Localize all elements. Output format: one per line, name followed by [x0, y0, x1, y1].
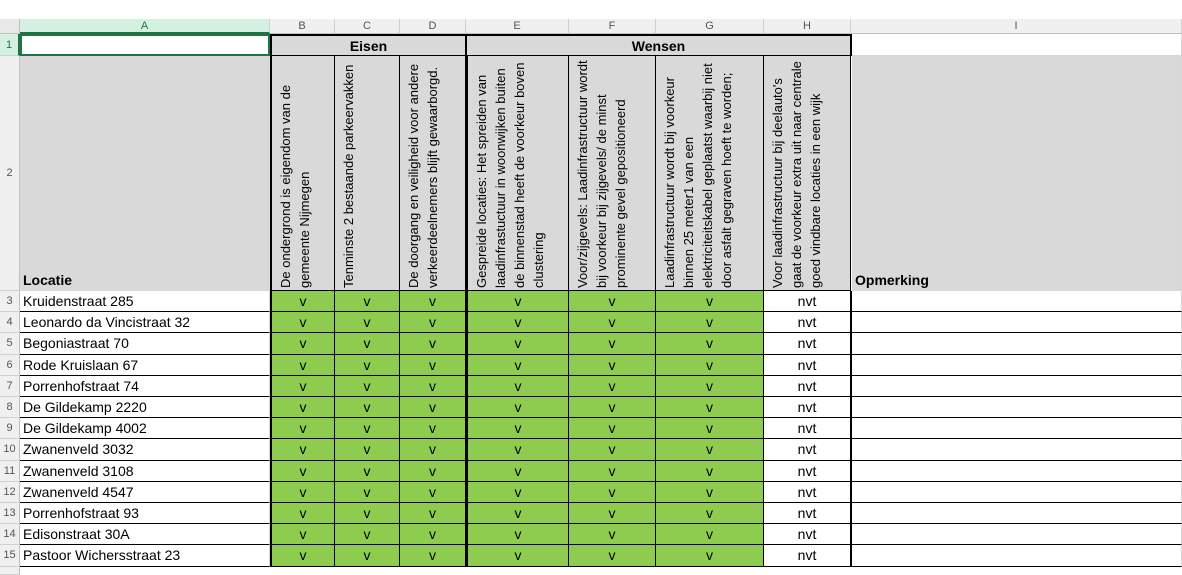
cell-opmerking[interactable] — [852, 503, 1182, 524]
cell-check-g[interactable]: v — [656, 312, 764, 333]
cell-check-b[interactable]: v — [270, 418, 335, 439]
cell-check-g[interactable]: v — [656, 524, 764, 545]
cell-check-f[interactable]: v — [569, 355, 656, 376]
cell-check-b[interactable]: v — [270, 439, 335, 460]
column-header-c[interactable]: C — [335, 19, 400, 34]
cell-locatie[interactable]: Zwanenveld 4547 — [20, 482, 270, 503]
cell-check-g[interactable]: v — [656, 355, 764, 376]
header-criterion-b — [270, 56, 335, 291]
cell-h-value[interactable]: nvt — [764, 545, 852, 566]
header-opmerking: Opmerking — [852, 56, 1182, 291]
cell-check-f[interactable]: v — [569, 418, 656, 439]
column-header-d[interactable]: D — [400, 19, 466, 34]
row-header-9[interactable]: 9 — [0, 418, 20, 439]
cell-check-g[interactable]: v — [656, 376, 764, 397]
cell-check-c[interactable]: v — [335, 482, 400, 503]
cell-check-g[interactable]: v — [656, 439, 764, 460]
column-header-a[interactable]: A — [20, 19, 270, 34]
column-header-e[interactable]: E — [466, 19, 569, 34]
header-eisen: Eisen — [270, 34, 466, 56]
cell-check-c[interactable]: v — [335, 418, 400, 439]
header-criterion-c — [335, 56, 400, 291]
cell-locatie[interactable]: Leonardo da Vincistraat 32 — [20, 312, 270, 333]
cell-check-b[interactable]: v — [270, 312, 335, 333]
cell-check-e[interactable]: v — [466, 439, 569, 460]
row-header-11[interactable]: 11 — [0, 461, 20, 482]
cell-check-e[interactable]: v — [466, 482, 569, 503]
row-header-1[interactable]: 1 — [0, 34, 20, 56]
cell-locatie[interactable]: De Gildekamp 4002 — [20, 418, 270, 439]
cell-check-c[interactable]: v — [335, 376, 400, 397]
cell-check-e[interactable]: v — [466, 291, 569, 312]
row-header-6[interactable]: 6 — [0, 355, 20, 376]
cell-check-g[interactable]: v — [656, 291, 764, 312]
cell-check-b[interactable]: v — [270, 503, 335, 524]
header-criterion-e — [466, 56, 569, 291]
cell-opmerking[interactable] — [852, 397, 1182, 418]
cell-i1[interactable] — [852, 34, 1182, 56]
cell-locatie[interactable]: Pastoor Wichersstraat 23 — [20, 545, 270, 566]
cell-check-e[interactable]: v — [466, 376, 569, 397]
cell-check-c[interactable]: v — [335, 545, 400, 566]
row-header-15[interactable]: 15 — [0, 545, 20, 566]
cell-check-b[interactable]: v — [270, 397, 335, 418]
cell-check-b[interactable]: v — [270, 376, 335, 397]
cell-check-b[interactable]: v — [270, 461, 335, 482]
cell-h-value[interactable]: nvt — [764, 503, 852, 524]
cell-check-d[interactable]: v — [400, 376, 466, 397]
cell-check-g[interactable]: v — [656, 418, 764, 439]
cell-check-g[interactable]: v — [656, 545, 764, 566]
cell-locatie[interactable]: Zwanenveld 3032 — [20, 439, 270, 460]
cell-check-e[interactable]: v — [466, 312, 569, 333]
cell-check-c[interactable]: v — [335, 291, 400, 312]
cell-check-g[interactable]: v — [656, 333, 764, 354]
cell-locatie[interactable]: Begoniastraat 70 — [20, 333, 270, 354]
cell-check-f[interactable]: v — [569, 545, 656, 566]
cell-check-b[interactable]: v — [270, 333, 335, 354]
header-wensen: Wensen — [466, 34, 852, 56]
column-header-g[interactable]: G — [656, 19, 764, 34]
cell-check-e[interactable]: v — [466, 503, 569, 524]
cell-check-b[interactable]: v — [270, 524, 335, 545]
cell-opmerking[interactable] — [852, 333, 1182, 354]
cell-a1[interactable] — [20, 34, 270, 56]
cell-check-d[interactable]: v — [400, 524, 466, 545]
cell-check-d[interactable]: v — [400, 312, 466, 333]
cell-check-e[interactable]: v — [466, 524, 569, 545]
cell-opmerking[interactable] — [852, 355, 1182, 376]
cell-check-e[interactable]: v — [466, 418, 569, 439]
row-header-4[interactable]: 4 — [0, 312, 20, 333]
cell-h-value[interactable]: nvt — [764, 482, 852, 503]
cell-check-d[interactable]: v — [400, 418, 466, 439]
cell-check-c[interactable]: v — [335, 397, 400, 418]
cell-check-b[interactable]: v — [270, 545, 335, 566]
cell-check-g[interactable]: v — [656, 503, 764, 524]
row-header-14[interactable]: 14 — [0, 524, 20, 545]
cell-check-c[interactable]: v — [335, 439, 400, 460]
cell-check-c[interactable]: v — [335, 461, 400, 482]
cell-check-f[interactable]: v — [569, 482, 656, 503]
header-criterion-d — [400, 56, 466, 291]
cell-h-value[interactable]: nvt — [764, 376, 852, 397]
column-header-b[interactable]: B — [270, 19, 335, 34]
cell-opmerking[interactable] — [852, 291, 1182, 312]
cell-check-f[interactable]: v — [569, 397, 656, 418]
cell-check-e[interactable]: v — [466, 397, 569, 418]
criterion-text-f: Voor/zijgevels: Laadinfrastructuur wordt bij voorkeur bij zijgevels/ de minst prominente gevel gepositioneerd — [575, 60, 628, 288]
row-header-2[interactable]: 2 — [0, 56, 20, 291]
cell-opmerking[interactable] — [852, 461, 1182, 482]
criterion-text-h: Voor laadinfrastructuur bij deelauto's gaat de voorkeur extra uit naar centrale goed vindbare locaties in een wijk — [770, 61, 823, 288]
cell-check-c[interactable]: v — [335, 312, 400, 333]
header-locatie: Locatie — [20, 56, 270, 291]
cell-check-b[interactable]: v — [270, 355, 335, 376]
cell-check-f[interactable]: v — [569, 312, 656, 333]
row-header-5[interactable]: 5 — [0, 333, 20, 354]
cell-check-c[interactable]: v — [335, 503, 400, 524]
cell-opmerking[interactable] — [852, 439, 1182, 460]
cell-h-value[interactable]: nvt — [764, 461, 852, 482]
cell-check-d[interactable]: v — [400, 503, 466, 524]
cell-h-value[interactable]: nvt — [764, 418, 852, 439]
cell-h-value[interactable]: nvt — [764, 355, 852, 376]
cell-h-value[interactable]: nvt — [764, 524, 852, 545]
cell-opmerking[interactable] — [852, 482, 1182, 503]
row-header-3[interactable]: 3 — [0, 291, 20, 312]
cell-check-e[interactable]: v — [466, 461, 569, 482]
cell-check-e[interactable]: v — [466, 545, 569, 566]
header-criterion-g — [656, 56, 764, 291]
column-header-h[interactable]: H — [764, 19, 851, 34]
cell-opmerking[interactable] — [852, 376, 1182, 397]
cell-check-b[interactable]: v — [270, 291, 335, 312]
row-header-10[interactable]: 10 — [0, 439, 20, 460]
cell-h-value[interactable]: nvt — [764, 291, 852, 312]
cell-check-g[interactable]: v — [656, 397, 764, 418]
cell-h-value[interactable]: nvt — [764, 439, 852, 460]
cell-check-f[interactable]: v — [569, 333, 656, 354]
cell-check-d[interactable]: v — [400, 439, 466, 460]
row-header-7[interactable]: 7 — [0, 376, 20, 397]
column-header-i[interactable]: I — [851, 19, 1182, 34]
cell-locatie[interactable]: Rode Kruislaan 67 — [20, 355, 270, 376]
cell-check-g[interactable]: v — [656, 482, 764, 503]
cell-check-b[interactable]: v — [270, 482, 335, 503]
cell-check-g[interactable]: v — [656, 461, 764, 482]
cell-h-value[interactable]: nvt — [764, 312, 852, 333]
column-header-f[interactable]: F — [569, 19, 656, 34]
cell-check-f[interactable]: v — [569, 439, 656, 460]
cell-check-c[interactable]: v — [335, 524, 400, 545]
cell-check-f[interactable]: v — [569, 291, 656, 312]
cell-check-c[interactable]: v — [335, 355, 400, 376]
cell-check-f[interactable]: v — [569, 524, 656, 545]
select-all-corner[interactable] — [0, 19, 20, 34]
row-header-13[interactable]: 13 — [0, 503, 20, 524]
cell-locatie[interactable]: De Gildekamp 2220 — [20, 397, 270, 418]
criterion-text-c: Tenminste 2 bestaande parkeervakken — [341, 64, 356, 288]
header-criterion-h — [764, 56, 851, 291]
row-header-8[interactable]: 8 — [0, 397, 20, 418]
cell-opmerking[interactable] — [852, 312, 1182, 333]
cell-check-e[interactable]: v — [466, 355, 569, 376]
cell-h-value[interactable]: nvt — [764, 397, 852, 418]
cell-check-e[interactable]: v — [466, 333, 569, 354]
criterion-text-d: De doorgang en veiligheid voor andere verkeerdeelnemers blijft gewaarborgd. — [406, 63, 440, 288]
cell-check-f[interactable]: v — [569, 503, 656, 524]
criterion-text-b: De ondergrond is eigendom van de gemeente Nijmegen — [278, 84, 312, 288]
cell-check-d[interactable]: v — [400, 482, 466, 503]
cell-check-d[interactable]: v — [400, 355, 466, 376]
cell-locatie[interactable]: Zwanenveld 3108 — [20, 461, 270, 482]
cell-h-value[interactable]: nvt — [764, 333, 852, 354]
cell-check-d[interactable]: v — [400, 291, 466, 312]
cell-check-c[interactable]: v — [335, 333, 400, 354]
header-criterion-f — [569, 56, 656, 291]
cell-locatie[interactable]: Edisonstraat 30A — [20, 524, 270, 545]
cell-opmerking[interactable] — [852, 545, 1182, 566]
cell-opmerking[interactable] — [852, 418, 1182, 439]
cell-check-f[interactable]: v — [569, 376, 656, 397]
criterion-text-g: Laadinfrastructuur wordt bij voorkeur binnen 25 meter1 van een elektriciteitskabel geplaatst waarbij niet door asfalt gegraven hoeft te worden; — [662, 63, 734, 288]
row-header-12[interactable]: 12 — [0, 482, 20, 503]
cell-check-d[interactable]: v — [400, 333, 466, 354]
cell-check-f[interactable]: v — [569, 461, 656, 482]
cell-check-d[interactable]: v — [400, 545, 466, 566]
criterion-text-e: Gespreide locaties: Het spreiden van laadinfrastuctuur in woonwijken buiten de binnenstad heeft de voorkeur boven clustering — [474, 62, 546, 288]
cell-locatie[interactable]: Porrenhofstraat 93 — [20, 503, 270, 524]
row-header-16[interactable] — [0, 567, 20, 575]
cell-check-d[interactable]: v — [400, 461, 466, 482]
cell-locatie[interactable]: Kruidenstraat 285 — [20, 291, 270, 312]
cell-locatie[interactable]: Porrenhofstraat 74 — [20, 376, 270, 397]
cell-opmerking[interactable] — [852, 524, 1182, 545]
cell-check-d[interactable]: v — [400, 397, 466, 418]
